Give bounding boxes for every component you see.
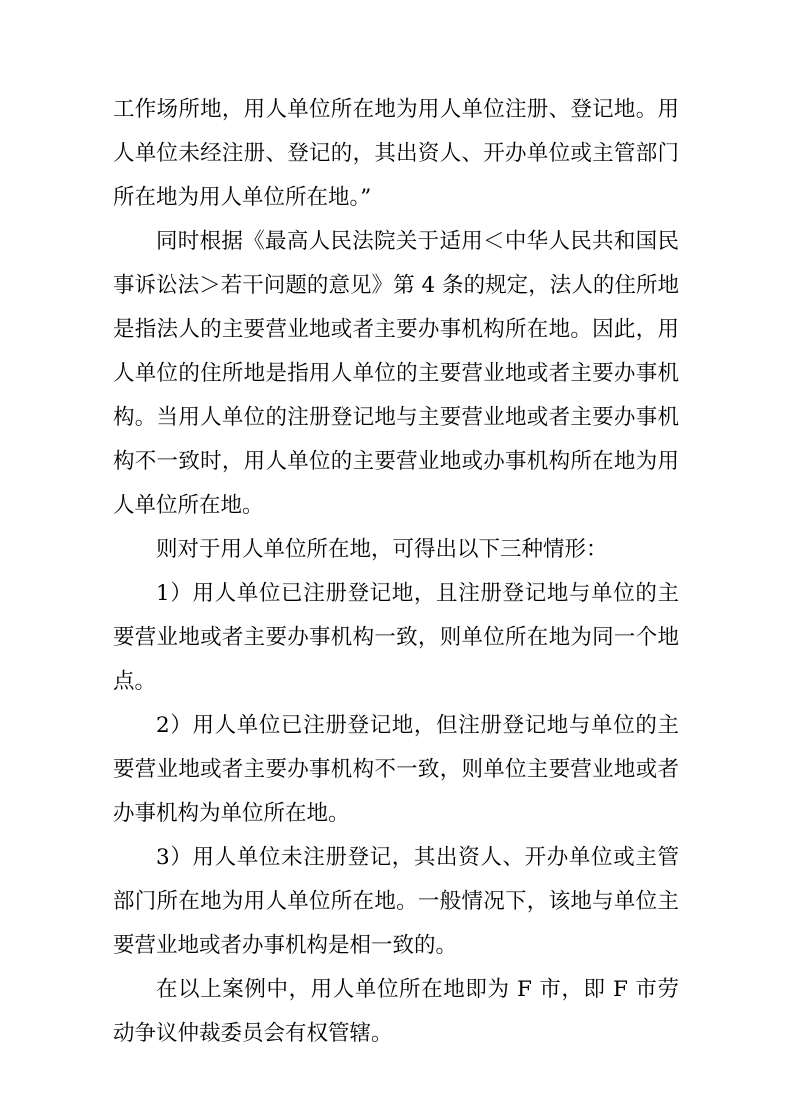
paragraph: 1）用人单位已注册登记地，且注册登记地与单位的主要营业地或者主要办事机构一致，则单位所在地为同一个地点。	[113, 581, 679, 694]
paragraph: 3）用人单位未注册登记，其出资人、开办单位或主管部门所在地为用人单位所在地。一般情况下，该地与单位主要营业地或者办事机构是相一致的。	[113, 845, 679, 958]
document-text-body	[113, 88, 679, 1056]
paragraph: 工作场所地，用人单位所在地为用人单位注册、登记地。用人单位未经注册、登记的，其出资人、开办单位或主管部门所在地为用人单位所在地。”	[113, 97, 679, 210]
paragraph: 同时根据《最高人民法院关于适用＜中华人民共和国民事诉讼法＞若干问题的意见》第 4 条的规定，法人的住所地是指法人的主要营业地或者主要办事机构所在地。因此，用人单位的住所地是指用人单位的主要营业地或者主要办事机构。当用人单位的注册登记地与主要营业地或者主要办事机构不一致时，用人单位的主要营业地或办事机构所在地为用人单位所在地。	[113, 229, 679, 518]
paragraph: 则对于用人单位所在地，可得出以下三种情形：	[156, 537, 608, 562]
paragraph: 在以上案例中，用人单位所在地即为 F 市，即 F 市劳动争议仲裁委员会有权管辖。	[113, 977, 679, 1046]
paragraph: 2）用人单位已注册登记地，但注册登记地与单位的主要营业地或者主要办事机构不一致，则单位主要营业地或者办事机构为单位所在地。	[113, 713, 679, 826]
